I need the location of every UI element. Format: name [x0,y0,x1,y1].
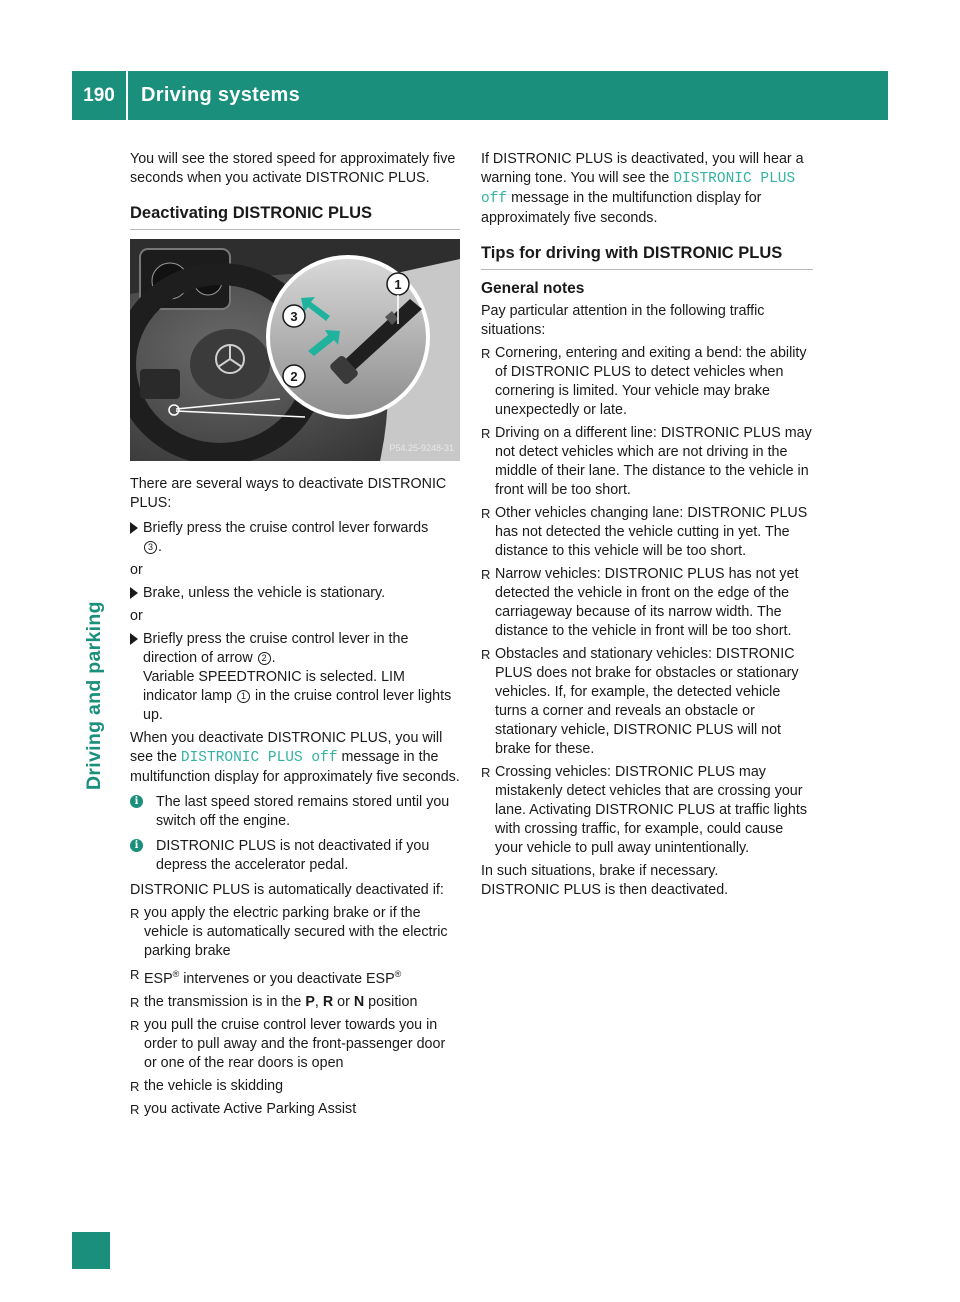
r-bullet-icon: R [130,1101,140,1117]
deactivating-heading: Deactivating DISTRONIC PLUS [130,204,373,222]
step-3: Briefly press the cruise control lever in the direction of arrow 2 . Variable SPEEDTRONIC is selected. LIM indicator lamp 1 in the cruise control lever lights up. [130,630,460,725]
right-column [481,150,813,906]
list-item: R Obstacles and stationary vehicles: DISTRONIC PLUS does not brake for obstacles or stationary vehicles. If, for example, the detected vehicle turns a corner and reveals an obstacle or stationary vehicle, DISTRONIC PLUS will not brake for these. [481,646,799,757]
triangle-arrow-icon [130,633,138,645]
list-item: R Driving on a different line: DISTRONIC PLUS may not detect vehicles which are not driving in the middle of their lane. The distance to the vehicle in front will be too short. [481,425,812,498]
steering-lever-photo [130,239,460,461]
info-note-2: i DISTRONIC PLUS is not deactivated if you depress the accelerator pedal. [130,837,460,875]
heading-rule [481,269,813,270]
side-tab-label: Driving and parking [83,601,105,790]
step-2: Brake, unless the vehicle is stationary. [130,584,460,603]
triangle-arrow-icon [130,522,138,534]
list-item: R you activate Active Parking Assist [130,1100,357,1117]
list-item: R you apply the electric parking brake or if the vehicle is automatically secured with the electric parking brake [130,905,448,959]
header-divider [126,71,128,120]
section-title: Driving systems [141,84,301,106]
attention-text: Pay particular attention in the following traffic situations: [481,303,765,338]
side-tab [80,230,110,790]
r-bullet-icon: R [130,1078,140,1094]
info-note-1: i The last speed stored remains stored until you switch off the engine. [130,793,460,831]
r-bullet-icon: R [130,994,140,1010]
or-2: or [130,608,143,624]
r-bullet-icon: R [130,1017,140,1033]
general-notes-heading: General notes [481,280,585,297]
display-message-code: DISTRONIC PLUS off [481,171,796,207]
triangle-arrow-icon [130,587,138,599]
r-bullet-icon: R [481,647,491,662]
left-column [130,150,460,1123]
figure-code: P54.25-9248-31 [389,443,454,453]
list-item: R Other vehicles changing lane: DISTRONIC PLUS has not detected the vehicle cutting in yet. The distance to this vehicle will be too short. [481,505,808,559]
r-bullet-icon: R [481,346,491,361]
step-1: Briefly press the cruise control lever forwards 3 . [130,519,460,557]
page-number: 190 [83,85,115,106]
circled-number-3: 3 [144,541,157,554]
closing-text-1: In such situations, brake if necessary. [481,863,719,879]
list-item: R Cornering, entering and exiting a bend: the ability of DISTRONIC PLUS to detect vehicles when cornering is limited. Your vehicle may brake unexpectedly or late. [481,345,807,418]
r-bullet-icon: R [130,967,140,982]
info-icon: i [130,839,143,852]
list-item: R the vehicle is skidding [130,1077,284,1094]
closing-text-2: DISTRONIC PLUS is then deactivated. [481,882,729,898]
list-item: R ESP® intervenes or you deactivate ESP® [130,967,402,987]
display-message-code: DISTRONIC PLUS off [180,750,338,766]
callout-1: 1 [394,277,402,292]
tips-heading: Tips for driving with DISTRONIC PLUS [481,244,783,262]
steering-lever-illustration [130,239,460,461]
r-bullet-icon: R [481,567,491,582]
heading-rule [130,229,460,230]
r-bullet-icon: R [481,506,491,521]
circled-number-2: 2 [258,652,271,665]
list-item: R Crossing vehicles: DISTRONIC PLUS may mistakenly detect vehicles that are crossing your lane. Activating DISTRONIC PLUS at traffic lights with crossing traffic, for example, could cause your vehicle to pull away unintentionally. [481,764,808,856]
side-tab-block [72,1232,110,1269]
ways-intro: There are several ways to deactivate DISTRONIC PLUS: [130,476,447,511]
callout-2: 2 [290,369,298,384]
r-bullet-icon: R [130,906,140,921]
info-icon: i [130,795,143,808]
list-item: R Narrow vehicles: DISTRONIC PLUS has not yet detected the vehicle in front on the edge of the carriageway because of its narrow width. The distance to the vehicle in front will be too short. [481,566,799,639]
auto-deactivate-intro: DISTRONIC PLUS is automatically deactivated if: [130,882,444,898]
r-bullet-icon: R [481,765,491,780]
intro-text: You will see the stored speed for approximately five seconds when you activate DISTRONIC PLUS. [130,151,456,186]
deactivate-message: When you deactivate DISTRONIC PLUS, you will see the DISTRONIC PLUS off message in the multifunction display for approximately five seconds. [130,730,460,785]
list-item: R you pull the cruise control lever towards you in order to pull away and the front-passenger door or one of the rear doors is open [130,1016,446,1071]
list-item: R the transmission is in the P, R or N position [130,993,418,1010]
r-bullet-icon: R [481,426,491,441]
circled-number-1: 1 [237,690,250,703]
or-1: or [130,562,143,578]
deactivation-tone-text: If DISTRONIC PLUS is deactivated, you will hear a warning tone. You will see the DISTRONIC PLUS off message in the multifunction display for approximately five seconds. [481,151,804,226]
callout-3: 3 [290,309,298,324]
